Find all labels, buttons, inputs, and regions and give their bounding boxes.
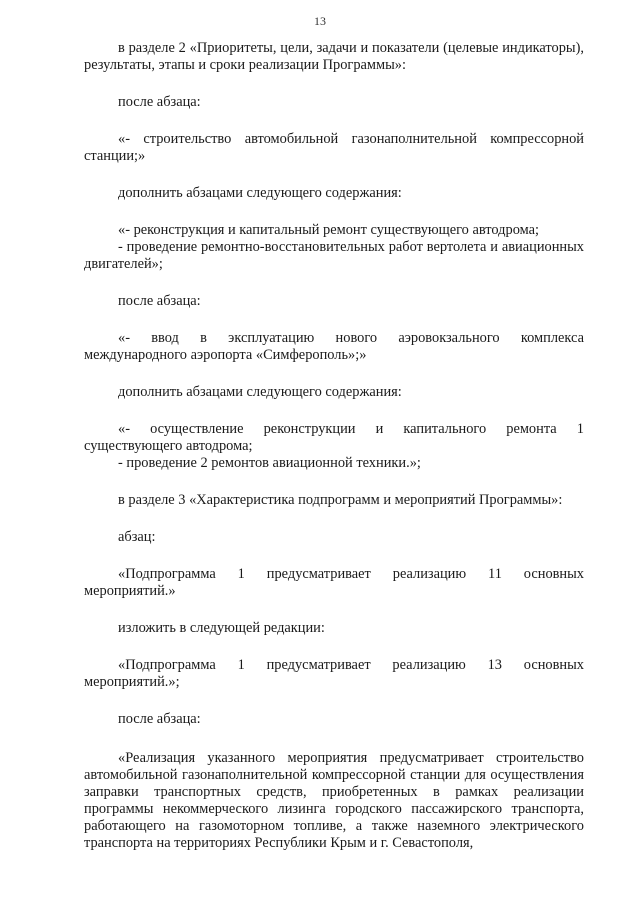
paragraph-section-2-heading: в разделе 2 «Приоритеты, цели, задачи и показатели (целевые индикаторы), результаты, этапы и сроки реализации Программы»:	[84, 40, 584, 73]
paragraph-quoted-subprogram-13: «Подпрограмма 1 предусматривает реализацию 13 основных мероприятий.»;	[84, 657, 584, 690]
paragraph-quoted-subprogram-11: «Подпрограмма 1 предусматривает реализацию 11 основных мероприятий.»	[84, 566, 584, 599]
paragraph-clause-label: абзац:	[118, 529, 156, 545]
document-body	[84, 40, 584, 852]
paragraph-after-clause: после абзаца:	[118, 94, 201, 110]
paragraph-quoted-repairs: - проведение 2 ремонтов авиационной техники.»;	[118, 455, 421, 471]
paragraph-quoted-airport: «- ввод в эксплуатацию нового аэровокзального комплекса международного аэропорта «Симферополь»;»	[84, 330, 584, 363]
paragraph-quoted-implementation: «Реализация указанного мероприятия предусматривает строительство автомобильной газонаполнительной компрессорной станции для осуществления заправки транспортных средств, приобретенных в рамках реализации программы некоммерческого лизинга городского пассажирского транспорта, работающего на газомоторном топливе, а также наземного электрического транспорта на территориях Республики Крым и г. Севастополя,	[84, 750, 584, 851]
paragraph-supplement-clause: дополнить абзацами следующего содержания:	[118, 185, 402, 201]
paragraph-supplement-clause-2: дополнить абзацами следующего содержания:	[118, 384, 402, 400]
page-number: 13	[314, 14, 326, 28]
paragraph-quoted-helicopter: - проведение ремонтно-восстановительных работ вертолета и авиационных двигателей»;	[84, 239, 584, 272]
paragraph-after-clause-2: после абзаца:	[118, 293, 201, 309]
paragraph-quoted-autodrome: «- реконструкция и капитальный ремонт существующего автодрома;	[118, 222, 540, 238]
paragraph-section-3-heading: в разделе 3 «Характеристика подпрограмм и мероприятий Программы»:	[118, 492, 563, 508]
paragraph-after-clause-3: после абзаца:	[118, 711, 201, 727]
paragraph-quoted-gas-station: «- строительство автомобильной газонаполнительной компрессорной станции;»	[84, 131, 584, 164]
paragraph-quoted-reconstruction: «- осуществление реконструкции и капитального ремонта 1 существующего автодрома;	[84, 421, 584, 454]
paragraph-edit-clause: изложить в следующей редакции:	[118, 620, 325, 636]
